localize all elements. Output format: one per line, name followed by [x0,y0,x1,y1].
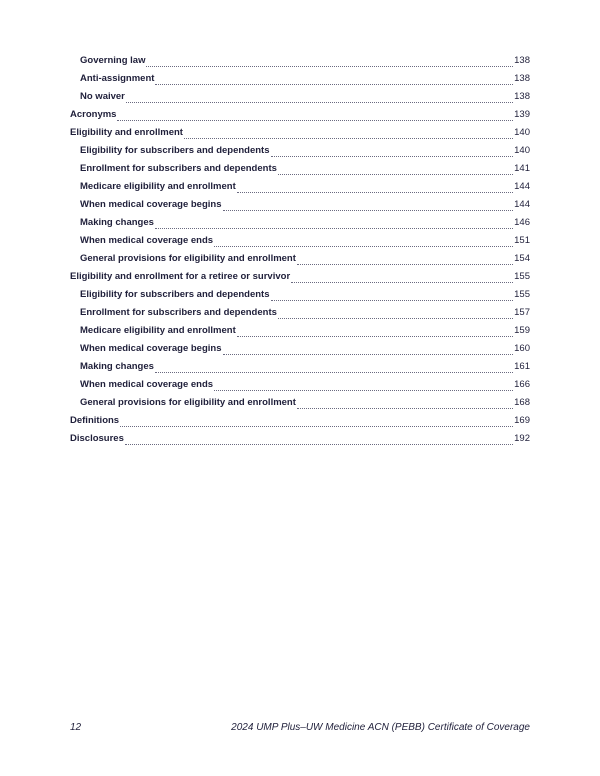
toc-leader-dots [125,444,513,445]
toc-leader-dots [291,282,513,283]
toc-entry[interactable] [70,196,530,214]
toc-leader-dots [297,408,513,409]
toc-entry-page: 168 [514,397,530,408]
toc-entry-page: 166 [514,379,530,390]
toc-leader-dots [278,318,513,319]
toc-entry[interactable] [70,268,530,286]
toc-entry[interactable] [70,178,530,196]
footer-document-title: 2024 UMP Plus–UW Medicine ACN (PEBB) Certificate of Coverage [231,722,530,733]
toc-entry-page: 159 [514,325,530,336]
toc-entry-page: 138 [514,73,530,84]
toc-entry[interactable] [70,160,530,178]
toc-leader-dots [120,426,513,427]
toc-leader-dots [223,210,514,211]
toc-leader-dots [271,156,513,157]
table-of-contents [70,52,530,448]
toc-entry-page: 157 [514,307,530,318]
toc-leader-dots [126,102,513,103]
toc-leader-dots [278,174,513,175]
toc-entry-page: 144 [514,199,530,210]
toc-entry-title: Acronyms [70,109,117,120]
toc-entry-title: Eligibility and enrollment [70,127,183,138]
toc-entry-page: 151 [514,235,530,246]
toc-entry[interactable] [70,340,530,358]
toc-entry-title: General provisions for eligibility and enrollment [80,253,296,264]
toc-leader-dots [184,138,513,139]
toc-leader-dots [237,336,513,337]
toc-leader-dots [155,228,513,229]
toc-entry[interactable] [70,304,530,322]
toc-entry[interactable] [70,142,530,160]
toc-entry[interactable] [70,412,530,430]
footer-page-number: 12 [70,722,82,733]
toc-entry-title: No waiver [80,91,125,102]
toc-entry[interactable] [70,358,530,376]
toc-entry[interactable] [70,214,530,232]
toc-entry[interactable] [70,250,530,268]
toc-entry-title: Governing law [80,55,146,66]
toc-entry-title: Medicare eligibility and enrollment [80,325,236,336]
toc-entry-title: Enrollment for subscribers and dependents [80,163,277,174]
toc-entry[interactable] [70,232,530,250]
toc-entry-page: 161 [514,361,530,372]
toc-leader-dots [297,264,513,265]
toc-entry-page: 192 [514,433,530,444]
toc-leader-dots [237,192,513,193]
toc-entry-page: 141 [514,163,530,174]
toc-entry-page: 138 [514,55,530,66]
toc-entry-title: When medical coverage ends [80,235,214,246]
toc-entry-title: Anti-assignment [80,73,155,84]
toc-entry-page: 138 [514,91,530,102]
toc-entry-title: Making changes [80,217,154,228]
toc-entry[interactable] [70,106,530,124]
toc-entry-title: Eligibility for subscribers and dependents [80,145,270,156]
toc-entry-page: 155 [514,271,530,282]
toc-entry-page: 169 [514,415,530,426]
toc-leader-dots [155,84,513,85]
toc-entry[interactable] [70,394,530,412]
toc-entry[interactable] [70,376,530,394]
toc-entry[interactable] [70,124,530,142]
toc-leader-dots [117,120,513,121]
toc-entry-title: When medical coverage ends [80,379,214,390]
toc-entry-page: 139 [514,109,530,120]
toc-entry-title: Eligibility and enrollment for a retiree or survivor [70,271,291,282]
toc-entry[interactable] [70,52,530,70]
toc-entry-title: Enrollment for subscribers and dependents [80,307,277,318]
toc-leader-dots [155,372,513,373]
toc-entry[interactable] [70,88,530,106]
toc-leader-dots [223,354,514,355]
toc-leader-dots [271,300,513,301]
toc-entry[interactable] [70,286,530,304]
toc-entry-page: 160 [514,343,530,354]
toc-leader-dots [214,390,513,391]
toc-leader-dots [146,66,513,67]
toc-entry-title: When medical coverage begins [80,199,222,210]
toc-entry-page: 154 [514,253,530,264]
toc-entry-title: When medical coverage begins [80,343,222,354]
toc-entry-title: General provisions for eligibility and enrollment [80,397,296,408]
toc-entry-title: Medicare eligibility and enrollment [80,181,236,192]
toc-entry-page: 155 [514,289,530,300]
toc-entry-page: 140 [514,145,530,156]
toc-entry-title: Making changes [80,361,154,372]
toc-entry-page: 140 [514,127,530,138]
toc-entry-title: Definitions [70,415,120,426]
toc-entry-page: 144 [514,181,530,192]
toc-entry[interactable] [70,70,530,88]
toc-entry-page: 146 [514,217,530,228]
toc-entry-title: Eligibility for subscribers and dependents [80,289,270,300]
toc-entry-title: Disclosures [70,433,124,444]
toc-entry[interactable] [70,430,530,448]
page-footer [70,722,530,733]
toc-leader-dots [214,246,513,247]
toc-entry[interactable] [70,322,530,340]
